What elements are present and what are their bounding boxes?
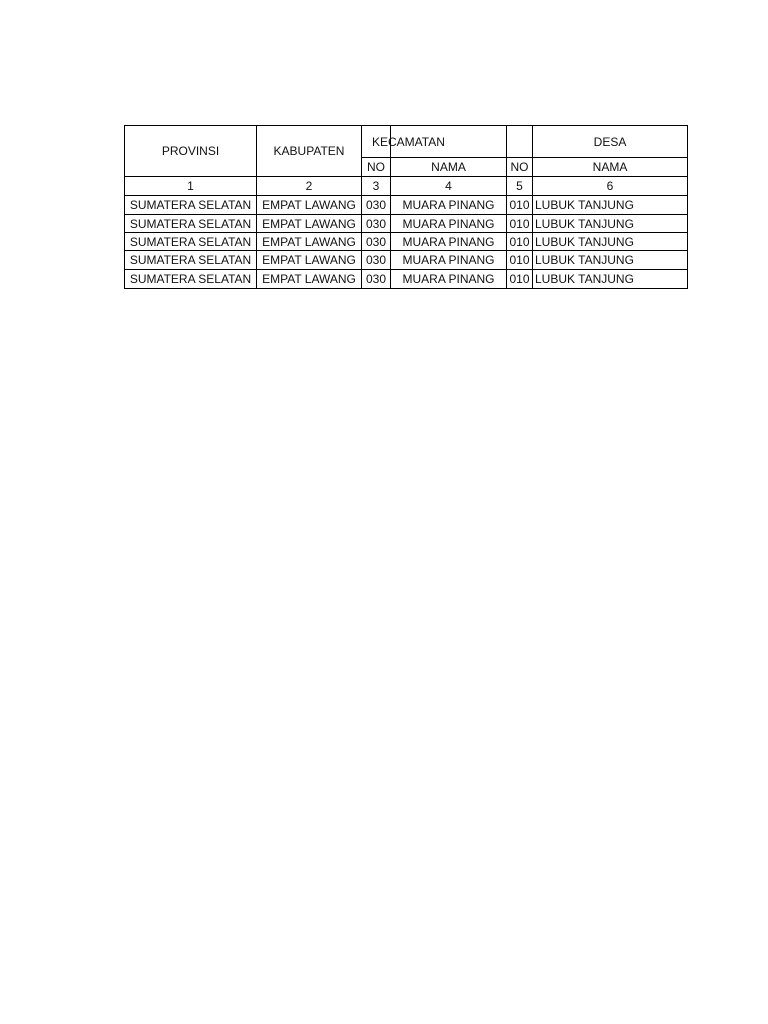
column-number: 6	[606, 179, 614, 193]
cell-kabupaten: EMPAT LAWANG	[262, 198, 356, 212]
cell-desa-no: 010	[509, 198, 530, 212]
cell-kabupaten: EMPAT LAWANG	[262, 253, 356, 267]
header-kabupaten: KABUPATEN	[273, 144, 345, 158]
cell-provinsi: SUMATERA SELATAN	[129, 198, 252, 212]
cell-kecamatan-no: 030	[365, 253, 387, 267]
cell-kecamatan-no: 030	[365, 234, 387, 249]
cell-kecamatan-nama: MUARA PINANG	[402, 216, 495, 231]
column-number: 3	[372, 179, 380, 193]
cell-kecamatan-nama: MUARA PINANG	[402, 234, 495, 249]
cell-kecamatan-nama: MUARA PINANG	[402, 198, 495, 212]
cell-provinsi: SUMATERA SELATAN	[129, 253, 252, 267]
cell-provinsi: SUMATERA SELATAN	[129, 234, 252, 249]
header-provinsi: PROVINSI	[161, 144, 220, 158]
cell-kecamatan-no: 030	[365, 216, 387, 231]
cell-desa-no: 010	[509, 234, 530, 249]
header-kecamatan-no: NO	[367, 160, 385, 174]
cell-kabupaten: EMPAT LAWANG	[262, 234, 356, 249]
cell-desa-nama: LUBUK TANJUNG	[535, 198, 634, 212]
header-desa-nama: NAMA	[592, 160, 628, 174]
column-number: 1	[187, 179, 194, 193]
grid-line	[124, 288, 688, 289]
cell-desa-nama: LUBUK TANJUNG	[535, 234, 634, 249]
cell-kecamatan-nama: MUARA PINANG	[402, 253, 495, 267]
cell-kecamatan-nama: MUARA PINANG	[402, 272, 495, 286]
cell-kecamatan-no: 030	[365, 198, 387, 212]
data-table	[124, 125, 688, 289]
cell-desa-nama: LUBUK TANJUNG	[535, 272, 634, 286]
cell-kabupaten: EMPAT LAWANG	[262, 272, 356, 286]
column-number: 2	[305, 179, 313, 193]
header-kecamatan-nama: NAMA	[431, 160, 466, 174]
cell-desa-no: 010	[509, 253, 530, 267]
cell-desa-no: 010	[509, 216, 530, 231]
cell-desa-no: 010	[509, 272, 530, 286]
header-desa: DESA	[593, 134, 627, 149]
cell-desa-nama: LUBUK TANJUNG	[535, 253, 634, 267]
cell-provinsi: SUMATERA SELATAN	[129, 272, 252, 286]
cell-provinsi: SUMATERA SELATAN	[129, 216, 252, 231]
column-number: 5	[516, 179, 523, 193]
cell-desa-nama: LUBUK TANJUNG	[535, 216, 634, 231]
header-kecamatan: KECAMATAN	[372, 134, 445, 149]
column-number: 4	[445, 179, 452, 193]
cell-kecamatan-no: 030	[365, 272, 387, 286]
grid-line	[687, 125, 688, 289]
header-desa-no: NO	[510, 160, 529, 174]
cell-kabupaten: EMPAT LAWANG	[262, 216, 356, 231]
